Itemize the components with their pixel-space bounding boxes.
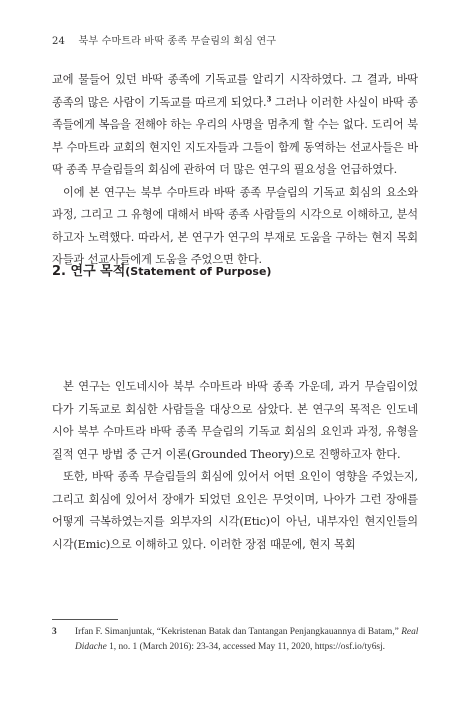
footnote xyxy=(52,625,422,655)
footnote-divider xyxy=(52,619,118,620)
footnote-citation-b[interactable]: 1, no. 1 (March 2016): 23-34, accessed May 11, 2020, https://osf.io/ty6sj. xyxy=(106,642,386,652)
section-heading-english: (Statement of Purpose) xyxy=(125,265,272,278)
section-heading-korean: 2. 연구 목적 xyxy=(52,264,126,279)
page-number: 24 xyxy=(52,36,66,47)
footnote-reference[interactable]: 3 xyxy=(266,93,272,103)
section-heading xyxy=(52,260,271,279)
body-text-purpose xyxy=(52,376,418,556)
running-title: 북부 수마트라 바딱 종족 무슬림의 회심 연구 xyxy=(78,36,277,47)
paragraph-purpose-continued: 또한, 바딱 종족 무슬림들의 회심에 있어서 어떤 요인이 영향을 주었는지, 그리고 회심에 있어서 장애가 되었던 요인은 무엇이며, 나아가 그런 장애를 어떻게 극복하였는지를 외부자의 시각(Etic)이 아닌, 내부자인 현지인들의 시각(Emic)으로 이해하고 있다. 이러한 장점 때문에, 현지 목회 xyxy=(52,470,418,551)
running-header xyxy=(52,32,276,47)
paragraph-purpose: 본 연구는 인도네시아 북부 수마트라 바딱 종족 가운데, 과거 무슬림이었다가 기독교로 회심한 사람들을 대상으로 삼았다. 본 연구의 목적은 인도네시아 북부 수마트라 바딱 종족 무슬림의 기독교 회심의 요인과 과정, 유형을 질적 연구 방법 중 근거 이론(Grounded Theory)으로 진행하고자 한다. xyxy=(52,380,418,461)
footnote-journal: Real Didache xyxy=(75,627,419,652)
body-text-top xyxy=(52,69,418,272)
paragraph-intro-text-b: 그러나 이러한 사실이 바딱 종족들에게 복음을 전해야 하는 우리의 사명을 멈추게 할 수는 없다. 도리어 북부 수마트라 교회의 현지인 지도자들과 그들이 함께 동역하는 선교사들은 바딱 종족 무슬림들의 회심에 관하여 더 많은 연구의 필요성을 언급하였다. xyxy=(52,95,418,176)
footnote-text xyxy=(75,625,422,655)
paragraph-research-aim: 이에 본 연구는 북부 수마트라 바딱 종족 무슬림의 기독교 회심의 요소와 과정, 그리고 그 유형에 대해서 바딱 종족 사람들의 시각으로 이해하고, 분석하고자 노력했다. 따라서, 본 연구가 연구의 부재로 도움을 구하는 현지 목회자들과 선교사들에게 도움을 주었으면 한다. xyxy=(52,185,418,266)
footnote-citation-a: Irfan F. Simanjuntak, “Kekristenan Batak dan Tantangan Penjangkauannya di Batam,” xyxy=(75,627,402,637)
paragraph-intro xyxy=(52,69,418,182)
paragraph-intro-text-a: 교에 물들어 있던 바딱 종족에 기독교를 알리기 시작하였다. 그 결과, 바딱 종족의 많은 사람이 기독교를 따르게 되었다. xyxy=(52,73,418,109)
footnote-number: 3 xyxy=(52,627,57,637)
